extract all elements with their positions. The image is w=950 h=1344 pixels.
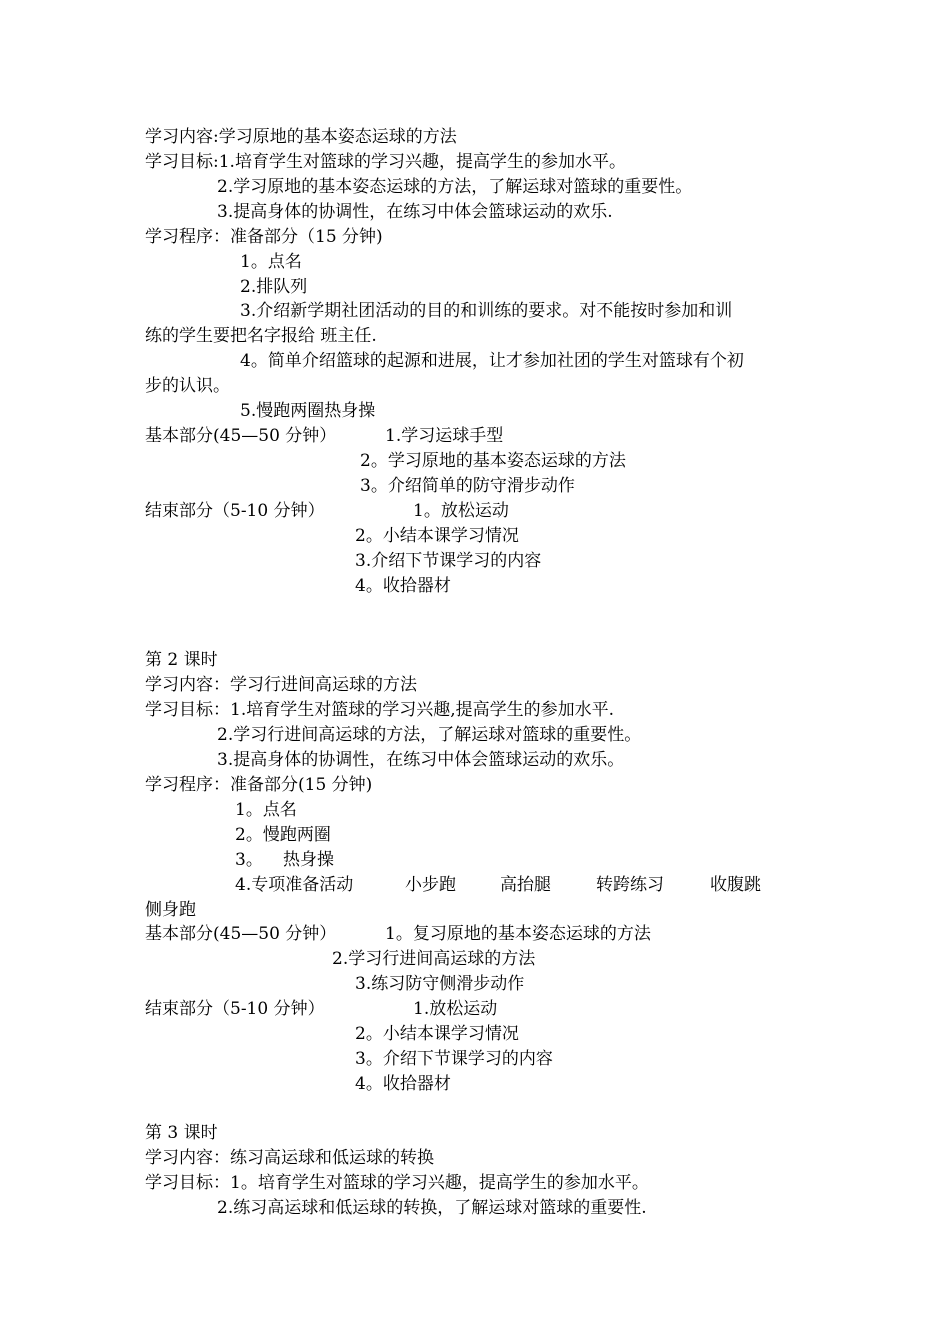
text-line: 3.提高身体的协调性，在练习中体会篮球运动的欢乐. [217,202,613,222]
text-line: 学习程序：准备部分（15 分钟) [145,227,383,247]
text-line: 2。小结本课学习情况 [355,526,519,546]
text-line: 转跨练习 [596,875,664,895]
text-line: 热身操 [283,850,334,870]
text-line: 2.学习原地的基本姿态运球的方法，了解运球对篮球的重要性。 [217,177,693,197]
text-line: 2。学习原地的基本姿态运球的方法 [360,451,626,471]
text-line: 1。复习原地的基本姿态运球的方法 [385,924,651,944]
text-line: 3.介绍下节课学习的内容 [355,551,542,571]
text-line: 学习内容:学习原地的基本姿态运球的方法 [145,127,457,147]
text-line: 2.学习行进间高运球的方法，了解运球对篮球的重要性。 [217,725,642,745]
text-line: 学习内容：学习行进间高运球的方法 [145,675,417,695]
text-line: 3。介绍下节课学习的内容 [355,1049,553,1069]
text-line: 侧身跑 [145,900,196,920]
text-line: 学习程序：准备部分(15 分钟) [145,775,373,795]
text-line: 3.介绍新学期社团活动的目的和训练的要求。对不能按时参加和训 [240,301,733,321]
text-line: 3。 [235,850,263,870]
text-line: 结束部分（5-10 分钟） [145,999,325,1019]
text-line: 4.专项准备活动 [235,875,354,895]
text-line: 5.慢跑两圈热身操 [240,401,376,421]
text-line: 2.学习行进间高运球的方法 [332,949,536,969]
text-line: 基本部分(45—50 分钟） [145,924,337,944]
text-line: 1。放松运动 [413,501,509,521]
lesson-heading: 第 3 课时 [145,1123,218,1143]
text-line: 收腹跳 [710,875,761,895]
text-line: 3.提高身体的协调性，在练习中体会篮球运动的欢乐。 [217,750,625,770]
text-line: 4。简单介绍篮球的起源和进展，让才参加社团的学生对篮球有个初 [240,351,744,371]
text-line: 3.练习防守侧滑步动作 [355,974,525,994]
text-line: 学习目标:1.培育学生对篮球的学习兴趣，提高学生的参加水平。 [145,152,626,172]
text-line: 1.放松运动 [413,999,498,1019]
text-line: 高抬腿 [500,875,551,895]
text-line: 学习目标：1。培育学生对篮球的学习兴趣，提高学生的参加水平。 [145,1173,649,1193]
text-line: 2.练习高运球和低运球的转换，了解运球对篮球的重要性. [217,1198,647,1218]
text-line: 2。小结本课学习情况 [355,1024,519,1044]
text-line: 1。点名 [240,252,302,272]
text-line: 小步跑 [405,875,456,895]
text-line: 4。收拾器材 [355,1074,451,1094]
text-line: 学习目标：1.培育学生对篮球的学习兴趣,提高学生的参加水平. [145,700,615,720]
text-line: 练的学生要把名字报给 班主任. [145,326,377,346]
text-line: 1.学习运球手型 [385,426,504,446]
lesson-heading: 第 2 课时 [145,650,218,670]
text-line: 1。点名 [235,800,297,820]
text-line: 结束部分（5-10 分钟） [145,501,325,521]
text-line: 2.排队列 [240,277,308,297]
text-line: 步的认识。 [145,376,230,396]
text-line: 学习内容：练习高运球和低运球的转换 [145,1148,434,1168]
text-line: 4。收拾器材 [355,576,451,596]
text-line: 3。介绍简单的防守滑步动作 [360,476,575,496]
text-line: 基本部分(45—50 分钟） [145,426,337,446]
text-line: 2。慢跑两圈 [235,825,331,845]
